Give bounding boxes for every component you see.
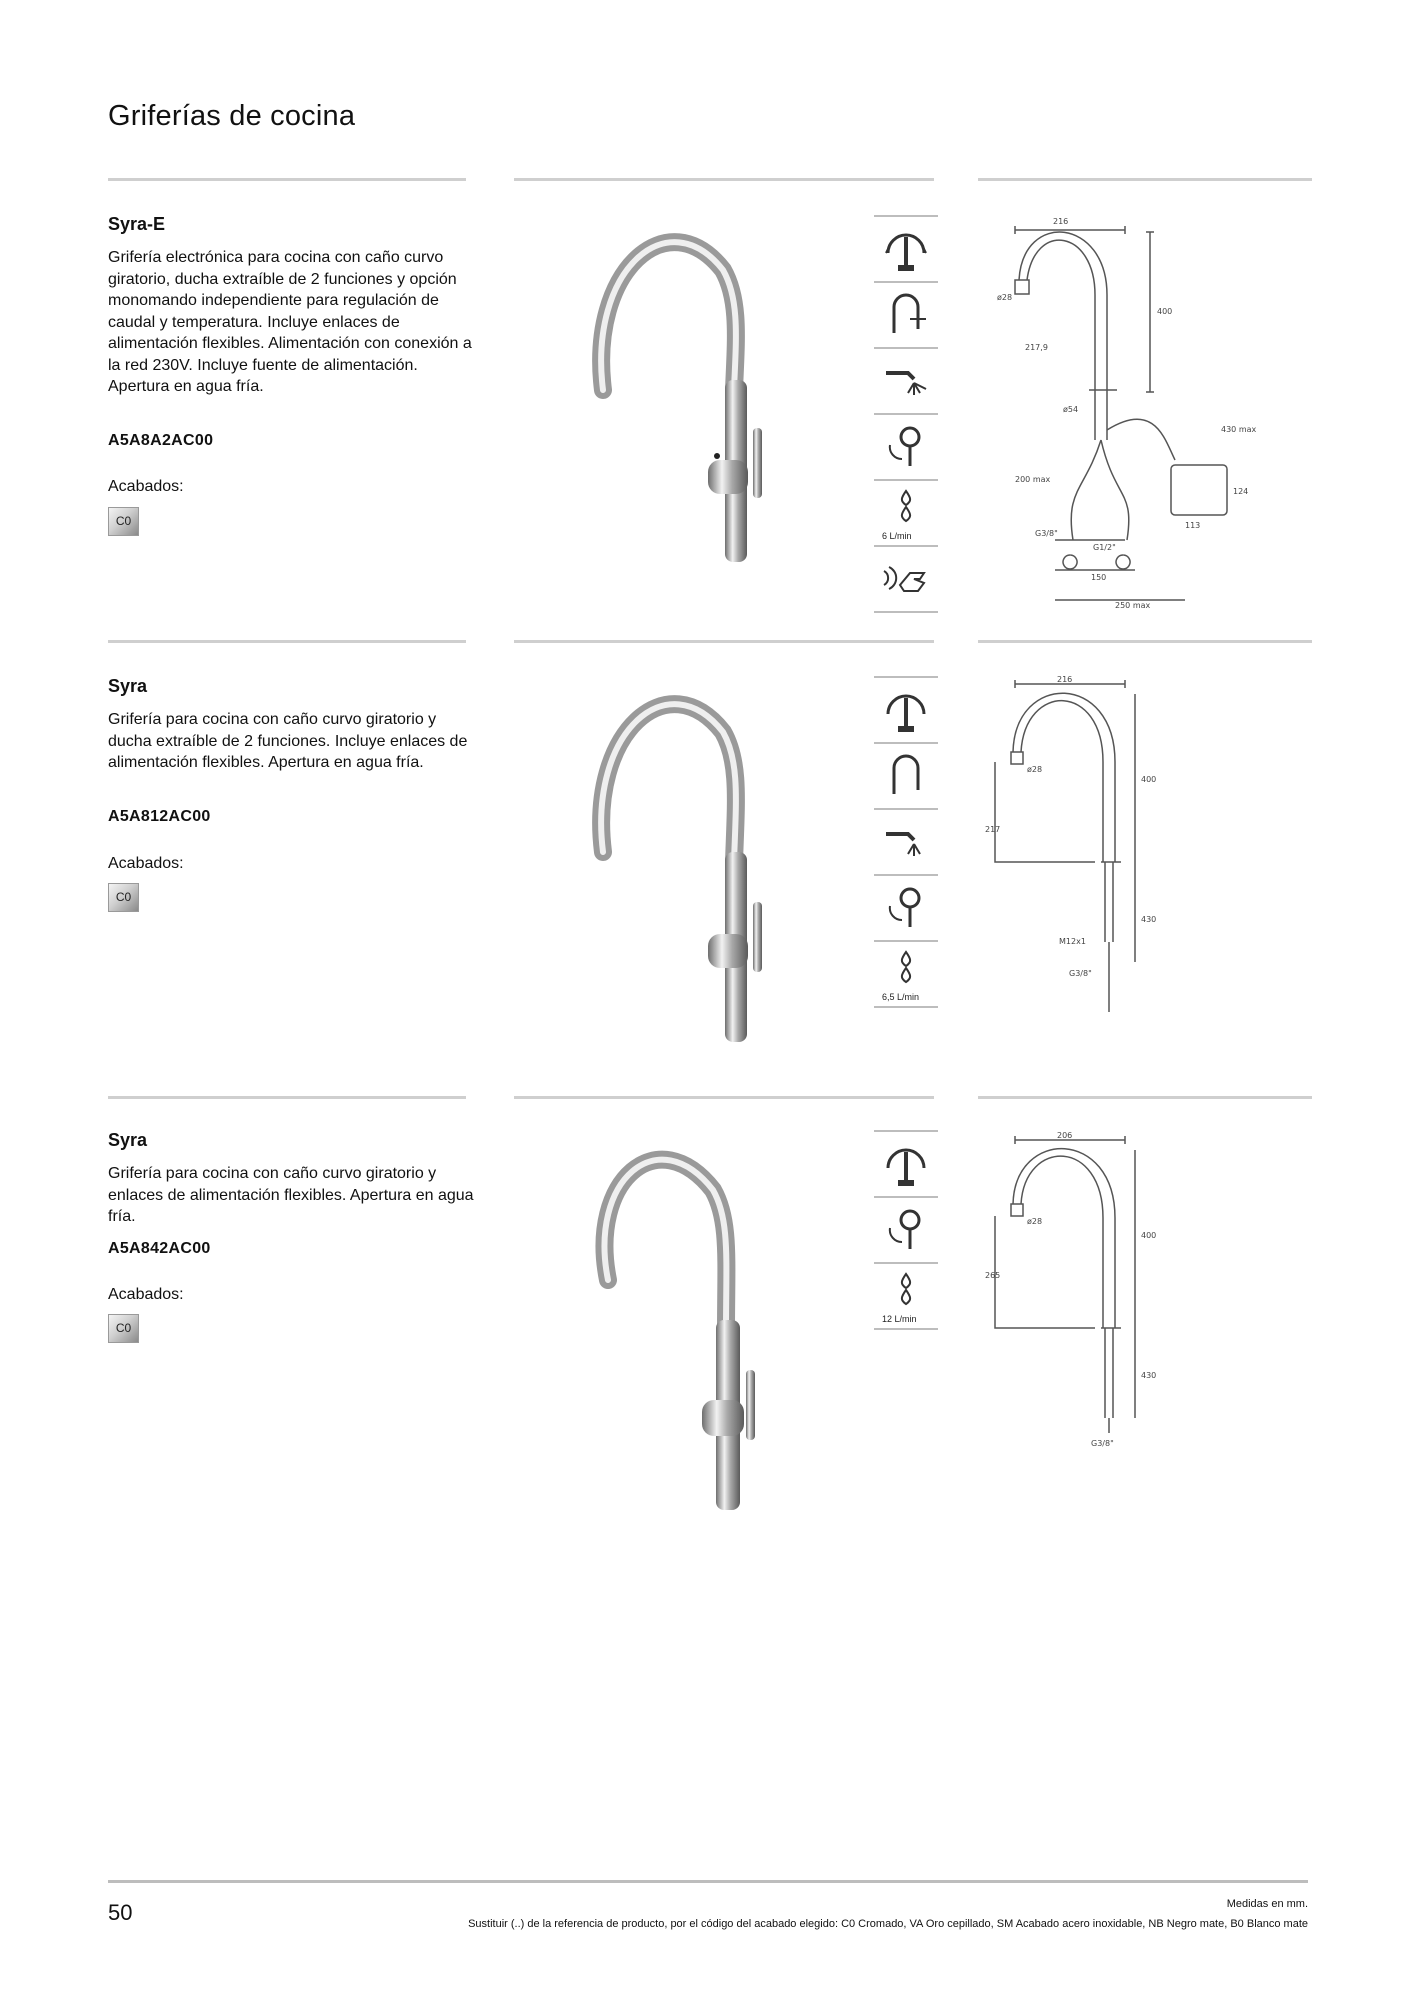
product-code: A5A812AC00 — [108, 808, 211, 825]
dimension-label: 216 — [1053, 217, 1069, 226]
dimension-label: 400 — [1157, 307, 1173, 316]
swivel-spout-icon — [874, 215, 938, 281]
product-description: Grifería electrónica para cocina con caño curvo giratorio, ducha extraíble de 2 funciones y opción monomando independiente para regulación de caudal y temperatura. Incluye enlaces de alimentación flexibles. Alimentación con conexión a la red 230V. Incluye fuente de alimentación. Apertura en agua fría. — [108, 249, 472, 395]
cold-opening-icon — [874, 413, 938, 479]
faucet-photo — [508, 1130, 848, 1520]
dimension-label: 216 — [1057, 675, 1073, 684]
divider — [108, 1096, 466, 1099]
product-description: Grifería para cocina con caño curvo giratorio y enlaces de alimentación flexibles. Apertura en agua fría. — [108, 1165, 474, 1225]
dimension-label: ø28 — [1027, 765, 1043, 774]
flow-rate-label: 6,5 L/min — [882, 992, 920, 1002]
page-number: 50 — [108, 1900, 133, 1925]
feature-icons — [874, 215, 938, 613]
units-note: Medidas en mm. — [1226, 1898, 1308, 1910]
finish-swatch-chrome[interactable]: C0 — [108, 883, 139, 912]
technical-drawing — [995, 210, 1275, 610]
dimension-label: 400 — [1141, 775, 1157, 784]
dimension-label: ø54 — [1063, 405, 1079, 414]
page-title: Griferías de cocina — [108, 100, 356, 132]
product-code: A5A8A2AC00 — [108, 432, 214, 449]
finish-codes-note: Sustituir (..) de la referencia de producto, por el código del acabado elegido: C0 Cromado, VA Oro cepillado, SM Acabado acero inoxidable, NB Negro mate, B0 Blanco mate — [468, 1918, 1308, 1930]
finish-swatch-chrome[interactable]: C0 — [108, 1314, 139, 1343]
feature-icons — [874, 1130, 938, 1330]
flow-rate-icon — [874, 1262, 938, 1330]
finishes-label: Acabados: — [108, 855, 184, 872]
product-code: A5A842AC00 — [108, 1240, 211, 1257]
dimension-label: 250 max — [1115, 601, 1151, 610]
dimension-label: 430 — [1141, 1371, 1157, 1380]
flow-rate-label: 12 L/min — [882, 1314, 917, 1324]
dimension-label: G3/8" — [1091, 1439, 1114, 1448]
dimension-label: 200 max — [1015, 475, 1051, 484]
pullout-spray-icon — [874, 281, 938, 347]
dimension-label: 217 — [985, 825, 1001, 834]
divider — [978, 1096, 1312, 1099]
dimension-label: ø28 — [997, 293, 1013, 302]
dimension-label: 430 max — [1221, 425, 1257, 434]
dimension-label: G3/8" — [1069, 969, 1092, 978]
footer-divider — [108, 1880, 1308, 1883]
two-function-spray-icon — [874, 347, 938, 413]
swivel-spout-icon — [874, 1130, 938, 1196]
product-name: Syra — [108, 1130, 148, 1150]
flow-rate-label: 6 L/min — [882, 531, 912, 541]
dimension-label: 124 — [1233, 487, 1249, 496]
finish-swatch-chrome[interactable]: C0 — [108, 507, 139, 536]
divider — [108, 640, 466, 643]
finishes-label: Acabados: — [108, 1286, 184, 1303]
swivel-spout-icon — [874, 676, 938, 742]
feature-icons — [874, 676, 938, 1008]
dimension-label: 430 — [1141, 915, 1157, 924]
divider — [978, 640, 1312, 643]
dimension-label: G3/8" — [1035, 529, 1058, 538]
dimension-label: 113 — [1185, 521, 1201, 530]
technical-drawing — [985, 672, 1185, 1032]
divider — [108, 178, 466, 181]
pullout-spray-icon — [874, 742, 938, 808]
dimension-label: 265 — [985, 1271, 1001, 1280]
dimension-label: M12x1 — [1059, 937, 1086, 946]
cold-opening-icon — [874, 874, 938, 940]
dimension-label: 206 — [1057, 1131, 1073, 1140]
dimension-label: 150 — [1091, 573, 1107, 582]
cold-opening-icon — [874, 1196, 938, 1262]
two-function-spray-icon — [874, 808, 938, 874]
faucet-photo — [508, 210, 848, 570]
divider — [514, 1096, 934, 1099]
product-name: Syra — [108, 676, 148, 696]
faucet-photo — [508, 672, 848, 1052]
dimension-label: 400 — [1141, 1231, 1157, 1240]
sensor-hand-icon — [874, 545, 938, 613]
technical-drawing — [985, 1128, 1185, 1458]
dimension-label: 217,9 — [1025, 343, 1048, 352]
dimension-label: ø28 — [1027, 1217, 1043, 1226]
product-name: Syra-E — [108, 214, 166, 234]
divider — [514, 178, 934, 181]
flow-rate-icon — [874, 940, 938, 1008]
divider — [978, 178, 1312, 181]
divider — [514, 640, 934, 643]
product-description: Grifería para cocina con caño curvo giratorio y ducha extraíble de 2 funciones. Incluye enlaces de alimentación flexibles. Apertura en agua fría. — [108, 711, 468, 771]
flow-rate-icon — [874, 479, 938, 545]
dimension-label: G1/2" — [1093, 543, 1116, 552]
finishes-label: Acabados: — [108, 478, 184, 495]
